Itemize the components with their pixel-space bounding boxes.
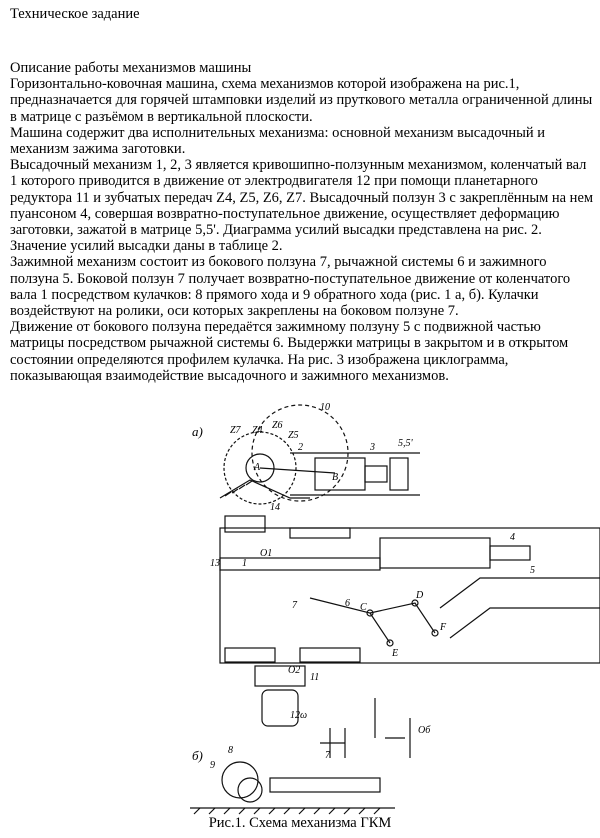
document-body — [10, 60, 595, 384]
hatch-a — [225, 481, 252, 496]
part-a-label: а) — [192, 424, 203, 439]
frame-top-a — [290, 453, 420, 495]
label-E: E — [392, 648, 399, 659]
label-O2: O2 — [288, 665, 301, 676]
label-omega: ω — [300, 710, 308, 721]
document-title: Техническое задание — [10, 6, 140, 22]
label-C: C — [360, 602, 367, 613]
label-F: F — [440, 622, 447, 633]
label-5: 5 — [530, 565, 535, 576]
punch-plan — [490, 546, 530, 560]
side-slider-7 — [270, 778, 380, 792]
hatch-b — [194, 808, 380, 814]
part-b-label: б) — [192, 748, 203, 763]
label-4: 4 — [510, 532, 515, 543]
slider-3-plan — [380, 538, 490, 568]
label-2: 2 — [298, 442, 303, 453]
lever-system-6 — [310, 598, 435, 643]
label-A: A — [254, 462, 261, 473]
label-6: 6 — [345, 598, 350, 609]
frame-plan — [220, 528, 600, 663]
label-z5: Z5 — [288, 430, 299, 441]
paragraph: Горизонтально-ковочная машина, схема механизмов которой изображена на рис.1, предназначается для горячей штамповки изделий из пруткового металла ограниченной длины в матрице с разъёмом в вертикальной плоскости. — [10, 76, 593, 125]
gear-z5-plan — [300, 648, 360, 662]
label-5p: 5,5' — [398, 438, 413, 449]
label-7b: 7 — [325, 750, 330, 761]
paragraph: Движение от бокового ползуна передаётся зажимному ползуну 5 с подвижной частью матрицы посредством рычажной системы 6. Выдержки матрицы в закрытом и в открытом состоянии определяются профилем кулачка. На рис. 3 изображена циклограмма, показывающая взаимодействие высадочного и зажимного механизмов. — [10, 319, 569, 384]
figure-caption: Рис.1. Схема механизма ГКМ — [208, 815, 392, 831]
label-13: 13 — [210, 558, 220, 569]
label-8: 8 — [228, 745, 233, 756]
label-7: 7 — [292, 600, 297, 611]
label-Ob: Oб — [418, 725, 431, 736]
label-11: 11 — [310, 672, 320, 683]
cam-9 — [238, 778, 262, 802]
label-O1: O1 — [260, 548, 273, 559]
gear-z7-plan — [225, 516, 265, 532]
connecting-rod — [260, 468, 335, 473]
label-1: 1 — [242, 558, 247, 569]
gear-z1-plan — [225, 648, 275, 662]
punch-4 — [365, 466, 387, 482]
label-D: D — [416, 590, 424, 601]
paragraph: Машина содержит два исполнительных механизма: основной механизм высадочный и механизм зажима заготовки. — [10, 124, 546, 158]
label-z6: Z6 — [272, 420, 283, 431]
mechanism-diagram — [180, 398, 600, 818]
gear-d2-plan — [290, 528, 350, 538]
gear-right — [375, 698, 410, 758]
die-5 — [390, 458, 408, 490]
label-9: 9 — [210, 760, 215, 771]
label-z4: Z4 — [252, 425, 263, 436]
label-z7: Z7 — [230, 425, 241, 436]
label-10: 10 — [320, 402, 330, 413]
clamp-slider-path — [440, 578, 600, 638]
paragraph: Зажимной механизм состоит из бокового ползуна 7, рычажной системы 6 и зажимного ползуна 5. Боковой ползун 7 получает возвратно-поступательное движение от коленчатого вала 1 посредством кулачков: 8 прямого хода и 9 обратного хода (рис. 1 а, б). Кулачки воздействуют на ролики, оси которых закреплены на боковом ползуне 7. — [10, 254, 571, 320]
label-3: 3 — [370, 442, 375, 453]
paragraph-heading: Описание работы механизмов машины — [10, 60, 252, 76]
slider-3 — [315, 458, 365, 490]
cam-8 — [222, 762, 258, 798]
paragraph: Высадочный механизм 1, 2, 3 является кривошипно-ползунным механизмом, коленчатый вал 1 которого приводится в движение от электродвигателя 12 при помощи планетарного редуктора 11 и зубчатых передач Z4, Z5, Z6, Z7. Высадочный ползун 3 с закреплённым на нем пуансоном 4, совершая возвратно-поступательное движение, осуществляет деформацию заготовки, зажатой в матрице 5,5'. Диаграмма усилий высадки представлена на рис. 2. Значение усилий высадки даны в таблице 2. — [10, 157, 594, 255]
label-B: B — [332, 472, 339, 483]
planetary-gear — [320, 728, 345, 758]
label-14: 14 — [270, 502, 280, 513]
label-12: 12 — [290, 710, 300, 721]
